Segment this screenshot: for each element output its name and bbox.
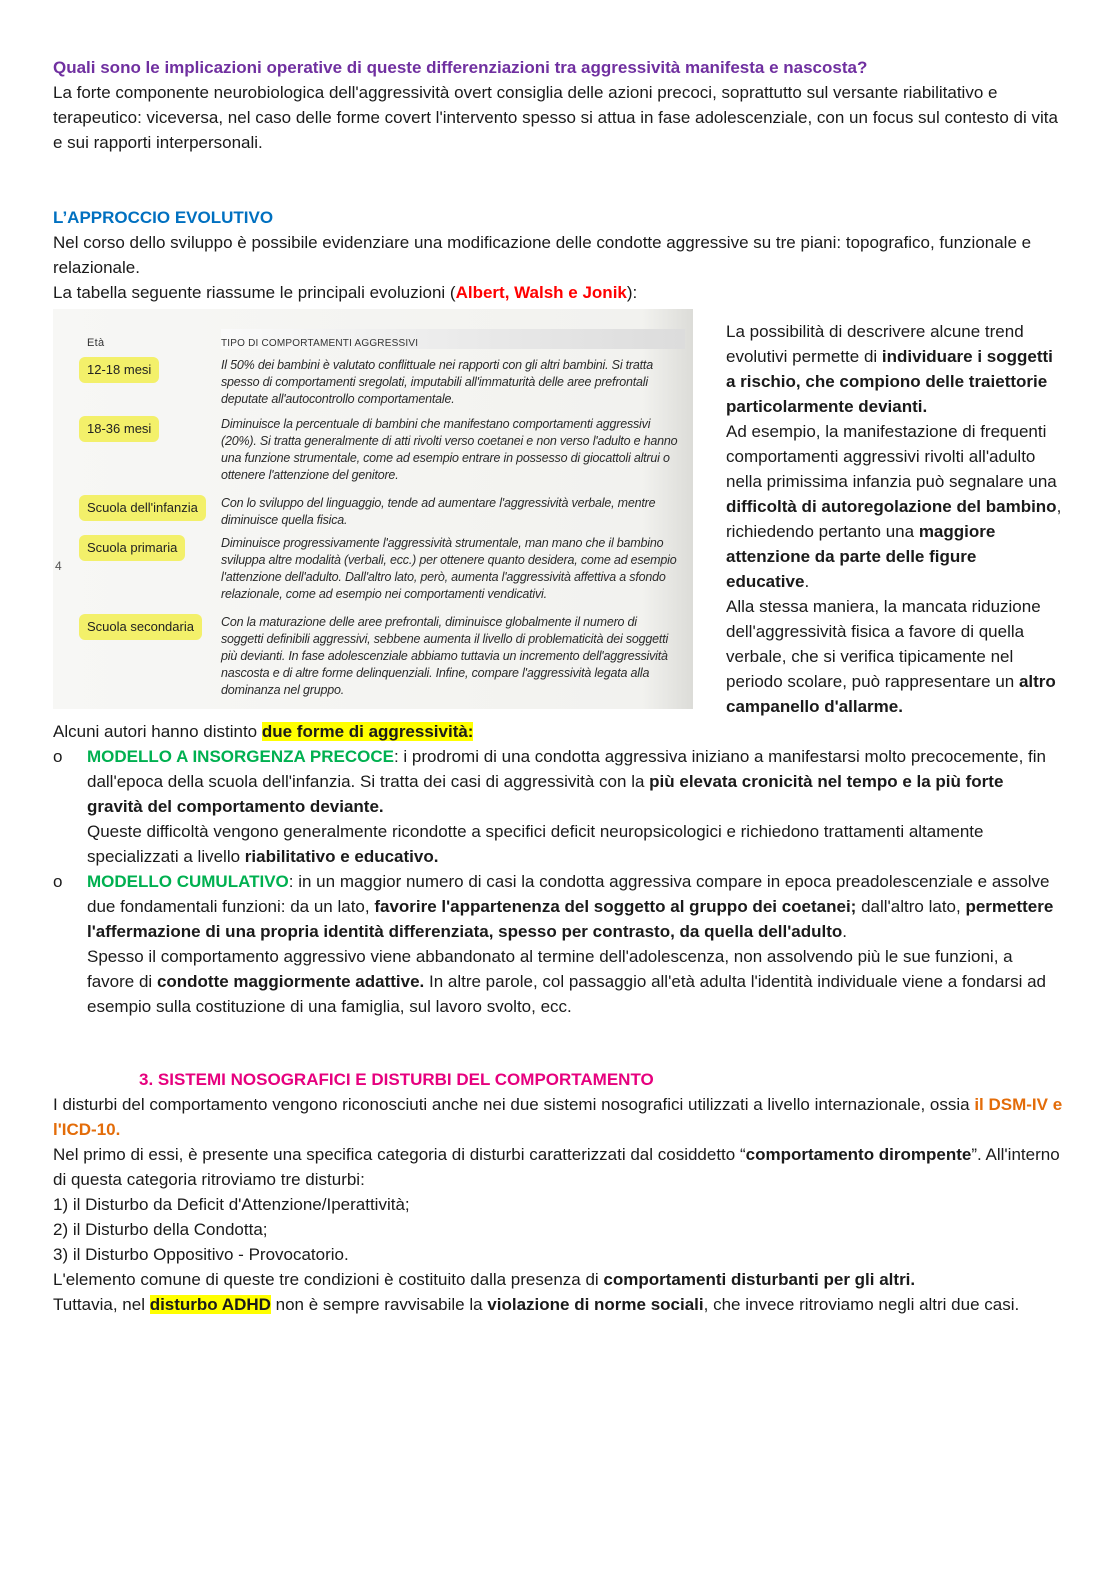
scanned-table-image: [53, 309, 693, 709]
table-age-cell: 12-18 mesi: [79, 357, 159, 383]
sistemi-paragraph-2: Nel primo di essi, è presente una specifica categoria di disturbi caratterizzati dal cosiddetto “comportamento dirompente”. All'interno di questa categoria ritroviamo tre disturbi:: [53, 1145, 1060, 1189]
table-age-cell: Scuola secondaria: [79, 614, 202, 640]
authors-citation: Albert, Walsh e Jonik: [455, 283, 627, 302]
evolutivo-paragraph-2: La tabella seguente riassume le principali evoluzioni (Albert, Walsh e Jonik):: [53, 283, 638, 302]
bullet-icon: o: [53, 872, 63, 891]
models-list: [53, 744, 1063, 1019]
forme-intro: Alcuni autori hanno distinto due forme di aggressività:: [53, 722, 474, 741]
document-page: [53, 55, 1063, 1317]
table-desc-cell: Il 50% dei bambini è valutato conflittuale nei rapporti con gli altri bambini. Si tratta spesso di comportamenti sregolati, imputabili all'immaturità delle aree prefrontali deputate all'autocontrollo comportamentale.: [221, 358, 653, 406]
table-age-cell: Scuola primaria: [79, 535, 185, 561]
list-item: 3) il Disturbo Oppositivo - Provocatorio.: [53, 1245, 349, 1264]
table-desc-cell: Con la maturazione delle aree prefrontali, diminuisce globalmente il numero di soggetti definibili aggressivi, sebbene aumenta il livello di problematicità dei soggetti più devianti. In fase adolescenziale abbiamo tuttavia un incremento dell'aggressività nascosta e di altre forme delinquenziali. Infine, compare l'aggressività legata alla dominanza nel gruppo.: [221, 615, 669, 697]
highlight-adhd: disturbo ADHD: [149, 1295, 271, 1314]
table-header-type: TIPO DI COMPORTAMENTI AGGRESSIVI: [221, 338, 419, 349]
table-age-cell: Scuola dell'infanzia: [79, 495, 206, 521]
intro-question: Quali sono le implicazioni operative di queste differenziazioni tra aggressività manifesta e nascosta?: [53, 58, 868, 77]
table-section: [53, 319, 1063, 719]
table-desc-cell: Diminuisce progressivamente l'aggressività strumentale, man mano che il bambino sviluppa altre modalità (verbali, ecc.) per ottenere quanto desidera, come ad esempio l'attenzione dell'adulto. Dall'altro lato, però, aumenta l'aggressività affettiva a sfondo relazionale, come ad esempio nei comportamenti vendicativi.: [221, 536, 677, 601]
intro-paragraph: La forte componente neurobiologica dell'aggressività overt consiglia delle azioni precoci, soprattutto sul versante riabilitativo e terapeutico: viceversa, nel caso delle forme covert l'intervento spesso si attua in fase adolescenziale, con un focus sul contesto di vita e sui rapporti interpersonali.: [53, 83, 1058, 152]
margin-mark: 4: [55, 559, 62, 573]
bullet-icon: o: [53, 747, 63, 766]
sistemi-paragraph-1: I disturbi del comportamento vengono riconosciuti anche nei due sistemi nosografici utilizzati a livello internazionale, ossia il DSM-IV e l'ICD-10.: [53, 1095, 1063, 1139]
section-heading-sistemi: 3. SISTEMI NOSOGRAFICI E DISTURBI DEL COMPORTAMENTO: [139, 1070, 654, 1089]
list-item: o MODELLO A INSORGENZA PRECOCE: i prodromi di una condotta aggressiva iniziano a manifestarsi molto precocemente, fin dall'epoca della scuola dell'infanzia. Si tratta dei casi di aggressività con la più elevata cronicità nel tempo e la più forte gravità del comportamento deviante. Queste difficoltà vengono generalmente ricondotte a specifici deficit neuropsicologici e richiedono trattamenti altamente specializzati a livello riabilitativo e educativo.: [53, 744, 1063, 869]
list-item: 2) il Disturbo della Condotta;: [53, 1220, 268, 1239]
side-commentary: La possibilità di descrivere alcune trend evolutivi permette di individuare i soggetti a rischio, che compiono delle traiettorie particolarmente devianti. Ad esempio, la manifestazione di frequenti comportamenti aggressivi rivolti all'adulto nella primissima infanzia può segnalare una difficoltà di autoregolazione del bambino, richiedendo pertanto una maggiore attenzione da parte delle figure educative. Alla stessa maniera, la mancata riduzione dell'aggressività fisica a favore di quella verbale, che si verifica tipicamente nel periodo scolare, può rappresentare un altro campanello d'allarme.: [726, 322, 1062, 716]
sistemi-paragraph-4: Tuttavia, nel disturbo ADHD non è sempre ravvisabile la violazione di norme sociali, che invece ritroviamo negli altri due casi.: [53, 1295, 1020, 1314]
table-age-cell: 18-36 mesi: [79, 416, 159, 442]
list-item: o MODELLO CUMULATIVO: in un maggior numero di casi la condotta aggressiva compare in epoca preadolescenziale e assolve due fondamentali funzioni: da un lato, favorire l'appartenenza del soggetto al gruppo dei coetanei; dall'altro lato, permettere l'affermazione di una propria identità differenziata, spesso per contrasto, da quella dell'adulto. Spesso il comportamento aggressivo viene abbandonato al termine dell'adolescenza, non assolvendo più le sue funzioni, a favore di condotte maggiormente adattive. In altre parole, col passaggio all'età adulta l'identità individuale viene a fondarsi ad esempio sulla costituzione di una famiglia, sul lavoro svolto, ecc.: [53, 869, 1063, 1019]
list-item: 1) il Disturbo da Deficit d'Attenzione/Iperattività;: [53, 1195, 410, 1214]
section-heading-evolutivo: L’APPROCCIO EVOLUTIVO: [53, 208, 274, 227]
sistemi-paragraph-3: L'elemento comune di queste tre condizioni è costituito dalla presenza di comportamenti disturbanti per gli altri.: [53, 1270, 916, 1289]
table-header-age: Età: [87, 337, 105, 349]
highlight-due-forme: due forme di aggressività:: [261, 722, 474, 741]
evolutivo-paragraph-1: Nel corso dello sviluppo è possibile evidenziare una modificazione delle condotte aggressive su tre piani: topografico, funzionale e relazionale.: [53, 233, 1032, 277]
table-desc-cell: Con lo sviluppo del linguaggio, tende ad aumentare l'aggressività verbale, mentre diminuisce quella fisica.: [221, 496, 656, 527]
table-desc-cell: Diminuisce la percentuale di bambini che manifestano comportamenti aggressivi (20%). Si tratta generalmente di atti rivolti verso coetanei e non verso l'adulto e hanno una funzione strumentale, come ad esempio entrare in possesso di giocattoli altrui o ottenere l'attenzione del genitore.: [221, 417, 678, 482]
